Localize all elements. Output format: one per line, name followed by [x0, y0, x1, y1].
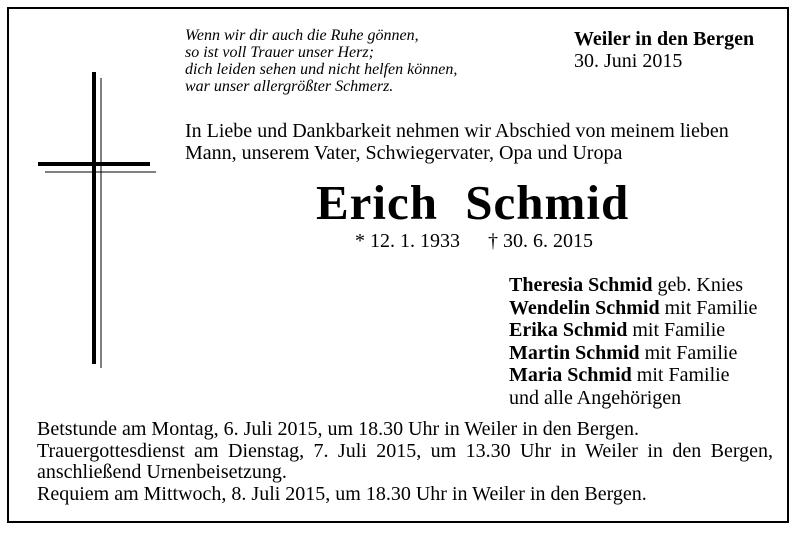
mourners-closing: und alle Angehörigen	[509, 386, 682, 409]
mourner-name: Erika Schmid	[509, 319, 628, 341]
death-date: † 30. 6. 2015	[488, 230, 593, 252]
poem-line: war unser allergrößter Schmerz.	[185, 78, 394, 95]
mourner-line	[509, 319, 757, 342]
poem-line: Wenn wir dir auch die Ruhe gönnen,	[185, 27, 419, 44]
intro-line: Mann, unserem Vater, Schwiegervater, Opa und Uropa	[185, 142, 623, 164]
mourner-name: Martin Schmid	[509, 341, 640, 364]
mourner-name: Theresia Schmid	[509, 274, 653, 296]
poem-line: so ist voll Trauer unser Herz;	[185, 44, 374, 61]
mourner-suffix: mit Familie	[627, 319, 726, 341]
place-date-block	[574, 28, 754, 72]
service-schedule	[37, 419, 773, 505]
notice-date: 30. Juni 2015	[574, 50, 683, 72]
mourner-suffix: mit Familie	[659, 296, 758, 319]
cross-icon	[30, 70, 160, 375]
mourner-line	[509, 342, 757, 365]
mourner-suffix: mit Familie	[631, 364, 730, 386]
place-name: Weiler in den Bergen	[574, 28, 755, 50]
intro-text	[185, 120, 729, 164]
mourner-line	[509, 274, 757, 297]
mourner-suffix: geb. Knies	[652, 274, 744, 296]
service-line: Trauergottesdienst am Dienstag, 7. Juli 2015, um 13.30 Uhr in Weiler in den Bergen,	[37, 439, 773, 462]
service-line: Betstunde am Montag, 6. Juli 2015, um 18.30 Uhr in Weiler in den Bergen.	[37, 418, 640, 440]
poem-line: dich leiden sehen und nicht helfen können,	[185, 61, 458, 78]
deceased-name: Erich Schmid	[316, 175, 630, 230]
mourners-list	[509, 274, 757, 409]
mourner-name: Maria Schmid	[509, 364, 632, 386]
memorial-poem	[185, 27, 457, 95]
service-line: anschließend Urnenbeisetzung.	[37, 461, 287, 483]
mourner-line	[509, 364, 757, 387]
life-dates	[355, 230, 593, 252]
mourner-suffix: mit Familie	[639, 341, 738, 364]
mourner-name: Wendelin Schmid	[509, 296, 660, 319]
service-line: Requiem am Mittwoch, 8. Juli 2015, um 18.30 Uhr in Weiler in den Bergen.	[37, 482, 647, 505]
birth-date: * 12. 1. 1933	[355, 230, 460, 252]
intro-line: In Liebe und Dankbarkeit nehmen wir Abschied von meinem lieben	[185, 120, 729, 142]
mourner-line	[509, 297, 757, 320]
